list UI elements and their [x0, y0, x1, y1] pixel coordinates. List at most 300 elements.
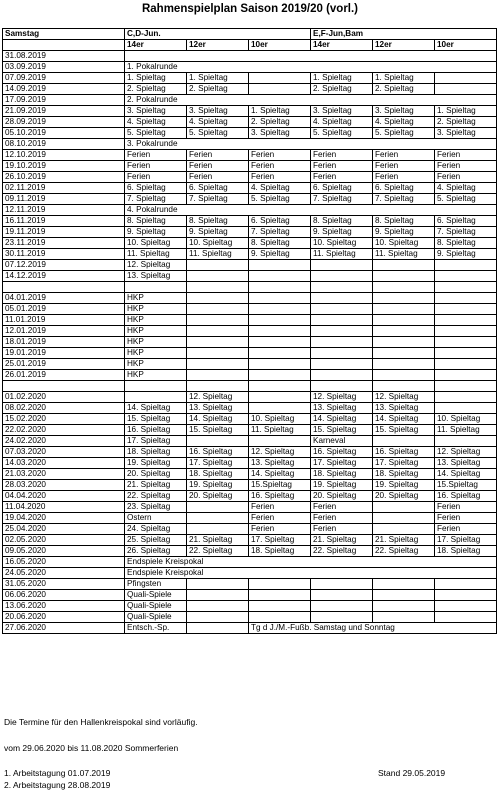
- schedule-cell: [249, 436, 311, 447]
- schedule-cell: 24. Spieltag: [125, 524, 187, 535]
- schedule-cell: [125, 51, 497, 62]
- schedule-cell: 6. Spieltag: [187, 183, 249, 194]
- schedule-cell: Karneval: [311, 436, 373, 447]
- schedule-cell: [187, 271, 249, 282]
- table-row: [3, 95, 497, 106]
- schedule-cell: HKP: [125, 370, 187, 381]
- schedule-cell: 15. Spieltag: [373, 425, 435, 436]
- schedule-cell: Quali-Spiele: [125, 590, 187, 601]
- schedule-cell: [249, 392, 311, 403]
- table-row: [3, 315, 497, 326]
- table-row: [3, 392, 497, 403]
- table-row: [3, 326, 497, 337]
- schedule-cell: 6. Spieltag: [125, 183, 187, 194]
- schedule-cell: 16. Spieltag: [249, 491, 311, 502]
- schedule-cell: Ostern: [125, 513, 187, 524]
- date-cell: 25.04.2020: [3, 524, 125, 535]
- table-row: [3, 491, 497, 502]
- schedule-cell: [187, 436, 249, 447]
- schedule-cell: 17. Spieltag: [373, 458, 435, 469]
- document-title: Rahmenspielplan Saison 2019/20 (vorl.): [141, 3, 359, 15]
- schedule-cell: Ferien: [125, 172, 187, 183]
- schedule-cell: 10. Spieltag: [435, 414, 497, 425]
- schedule-cell: [435, 337, 497, 348]
- schedule-cell: 3. Spieltag: [187, 106, 249, 117]
- schedule-cell: 13. Spieltag: [187, 403, 249, 414]
- date-cell: 02.11.2019: [3, 183, 125, 194]
- schedule-cell: 3. Spieltag: [373, 106, 435, 117]
- schedule-cell: [311, 260, 373, 271]
- schedule-cell: [187, 348, 249, 359]
- schedule-cell: [311, 271, 373, 282]
- schedule-table: [2, 28, 497, 634]
- schedule-cell: Ferien: [249, 161, 311, 172]
- schedule-cell: [373, 326, 435, 337]
- schedule-cell: [311, 612, 373, 623]
- date-cell: 14.12.2019: [3, 271, 125, 282]
- date-cell: 21.03.2020: [3, 469, 125, 480]
- schedule-cell: [311, 337, 373, 348]
- date-cell: 07.09.2019: [3, 73, 125, 84]
- table-row: [3, 106, 497, 117]
- schedule-cell: 2. Spieltag: [249, 117, 311, 128]
- date-cell: 14.09.2019: [3, 84, 125, 95]
- schedule-cell: [435, 73, 497, 84]
- schedule-cell: Ferien: [249, 172, 311, 183]
- schedule-cell: [435, 381, 497, 392]
- schedule-cell: [435, 392, 497, 403]
- schedule-cell: 14. Spieltag: [187, 414, 249, 425]
- schedule-cell: 18. Spieltag: [311, 469, 373, 480]
- schedule-cell: 6. Spieltag: [311, 183, 373, 194]
- schedule-cell: Ferien: [435, 150, 497, 161]
- schedule-cell: [187, 502, 249, 513]
- schedule-cell: Endspiele Kreispokal: [125, 568, 497, 579]
- table-row: [3, 249, 497, 260]
- schedule-cell: [249, 260, 311, 271]
- date-cell: 19.01.2019: [3, 348, 125, 359]
- schedule-cell: Quali-Spiele: [125, 601, 187, 612]
- header-cell-ef-junioren: E,F-Jun,Bam: [311, 29, 497, 40]
- schedule-cell: Ferien: [435, 172, 497, 183]
- schedule-cell: 13. Spieltag: [125, 271, 187, 282]
- table-row: [3, 436, 497, 447]
- schedule-cell: 2. Spieltag: [125, 84, 187, 95]
- table-row: [3, 546, 497, 557]
- schedule-cell: 7. Spieltag: [373, 194, 435, 205]
- schedule-cell: [435, 293, 497, 304]
- note-hallenkreispokal: Die Termine für den Hallenkreispokal sind vorläufig.: [4, 717, 198, 727]
- schedule-cell: 12. Spieltag: [435, 447, 497, 458]
- table-row: [3, 139, 497, 150]
- date-cell: 04.01.2019: [3, 293, 125, 304]
- schedule-cell: [249, 73, 311, 84]
- date-cell: 16.05.2020: [3, 557, 125, 568]
- table-row: [3, 601, 497, 612]
- schedule-cell: Ferien: [125, 150, 187, 161]
- schedule-cell: 12. Spieltag: [125, 260, 187, 271]
- schedule-cell: 8. Spieltag: [249, 238, 311, 249]
- schedule-cell: Ferien: [373, 172, 435, 183]
- date-cell: 23.11.2019: [3, 238, 125, 249]
- schedule-cell: 20. Spieltag: [373, 491, 435, 502]
- schedule-cell: [311, 304, 373, 315]
- schedule-cell: [249, 370, 311, 381]
- schedule-cell: Ferien: [249, 502, 311, 513]
- schedule-cell: 9. Spieltag: [125, 227, 187, 238]
- schedule-cell: 20. Spieltag: [311, 491, 373, 502]
- date-cell: 28.09.2019: [3, 117, 125, 128]
- schedule-cell: 10. Spieltag: [125, 238, 187, 249]
- schedule-cell: [187, 359, 249, 370]
- schedule-cell: [435, 370, 497, 381]
- date-cell: 31.08.2019: [3, 51, 125, 62]
- schedule-cell: [311, 579, 373, 590]
- date-cell: [3, 381, 125, 392]
- schedule-cell: 1. Spieltag: [125, 73, 187, 84]
- schedule-cell: [249, 293, 311, 304]
- schedule-cell: 4. Spieltag: [249, 183, 311, 194]
- table-row: [3, 612, 497, 623]
- table-row: [3, 150, 497, 161]
- table-row: [3, 359, 497, 370]
- schedule-cell: 2. Spieltag: [435, 117, 497, 128]
- schedule-cell: 3. Spieltag: [249, 128, 311, 139]
- date-cell: 31.05.2020: [3, 579, 125, 590]
- schedule-cell: Pfingsten: [125, 579, 187, 590]
- date-cell: 02.05.2020: [3, 535, 125, 546]
- schedule-cell: 17. Spieltag: [435, 535, 497, 546]
- schedule-cell: 5. Spieltag: [249, 194, 311, 205]
- schedule-cell: [373, 348, 435, 359]
- schedule-cell: 9. Spieltag: [249, 249, 311, 260]
- schedule-cell: [373, 315, 435, 326]
- schedule-cell: [435, 315, 497, 326]
- schedule-cell: [373, 271, 435, 282]
- date-cell: 17.09.2019: [3, 95, 125, 106]
- header-cell-cd-junioren: C,D-Jun.: [125, 29, 311, 40]
- schedule-cell: [435, 260, 497, 271]
- table-row: [3, 557, 497, 568]
- header-cell-size: 14er: [125, 40, 187, 51]
- date-cell: 26.01.2019: [3, 370, 125, 381]
- date-cell: 24.05.2020: [3, 568, 125, 579]
- schedule-cell: [435, 326, 497, 337]
- schedule-cell: 9. Spieltag: [435, 249, 497, 260]
- date-cell: [3, 282, 125, 293]
- schedule-cell: [435, 348, 497, 359]
- date-cell: 09.11.2019: [3, 194, 125, 205]
- schedule-cell: 21. Spieltag: [125, 480, 187, 491]
- schedule-cell: [311, 590, 373, 601]
- schedule-cell: 15.Spieltag: [249, 480, 311, 491]
- schedule-cell: [187, 513, 249, 524]
- schedule-cell: 16. Spieltag: [187, 447, 249, 458]
- schedule-cell: [311, 348, 373, 359]
- schedule-cell: [249, 612, 311, 623]
- date-cell: 20.06.2020: [3, 612, 125, 623]
- schedule-cell: [187, 590, 249, 601]
- schedule-cell: [435, 601, 497, 612]
- schedule-cell: [373, 381, 435, 392]
- schedule-cell: 9. Spieltag: [311, 227, 373, 238]
- schedule-cell: Ferien: [249, 513, 311, 524]
- schedule-cell: HKP: [125, 348, 187, 359]
- table-row: [3, 590, 497, 601]
- schedule-cell: 11. Spieltag: [373, 249, 435, 260]
- date-cell: 12.10.2019: [3, 150, 125, 161]
- schedule-cell: 11. Spieltag: [187, 249, 249, 260]
- table-row: [3, 293, 497, 304]
- schedule-cell: 4. Spieltag: [311, 117, 373, 128]
- schedule-table-body: [3, 29, 497, 634]
- date-cell: 05.01.2019: [3, 304, 125, 315]
- schedule-cell: 21. Spieltag: [373, 535, 435, 546]
- date-cell: 26.10.2019: [3, 172, 125, 183]
- date-cell: 11.01.2019: [3, 315, 125, 326]
- schedule-cell: [187, 623, 249, 634]
- table-row: [3, 227, 497, 238]
- table-row: [3, 73, 497, 84]
- schedule-cell: [249, 304, 311, 315]
- schedule-cell: [373, 513, 435, 524]
- schedule-cell: [249, 84, 311, 95]
- schedule-cell: 15. Spieltag: [311, 425, 373, 436]
- schedule-cell: Ferien: [373, 150, 435, 161]
- schedule-cell: 6. Spieltag: [373, 183, 435, 194]
- schedule-cell: [435, 304, 497, 315]
- date-cell: 09.05.2020: [3, 546, 125, 557]
- schedule-cell: Ferien: [187, 172, 249, 183]
- schedule-cell: HKP: [125, 304, 187, 315]
- schedule-cell: [311, 315, 373, 326]
- schedule-cell: [311, 326, 373, 337]
- note-stand: Stand 29.05.2019: [378, 768, 446, 778]
- table-row: [3, 51, 497, 62]
- table-row: [3, 623, 497, 634]
- table-row: [3, 216, 497, 227]
- schedule-cell: [373, 293, 435, 304]
- schedule-cell: 22. Spieltag: [187, 546, 249, 557]
- schedule-cell: 21. Spieltag: [187, 535, 249, 546]
- header-cell-size: 12er: [187, 40, 249, 51]
- date-cell: 07.12.2019: [3, 260, 125, 271]
- schedule-cell: 5. Spieltag: [311, 128, 373, 139]
- schedule-cell: 6. Spieltag: [249, 216, 311, 227]
- schedule-cell: [249, 337, 311, 348]
- table-row: [3, 513, 497, 524]
- schedule-cell: Ferien: [249, 150, 311, 161]
- schedule-cell: 9. Spieltag: [373, 227, 435, 238]
- schedule-cell: 3. Spieltag: [311, 106, 373, 117]
- schedule-cell: HKP: [125, 326, 187, 337]
- schedule-cell: 5. Spieltag: [187, 128, 249, 139]
- date-cell: 19.11.2019: [3, 227, 125, 238]
- schedule-cell: [373, 590, 435, 601]
- table-row: [3, 568, 497, 579]
- schedule-cell: 19. Spieltag: [373, 480, 435, 491]
- schedule-cell: 17. Spieltag: [311, 458, 373, 469]
- table-row: [3, 381, 497, 392]
- date-cell: 03.09.2019: [3, 62, 125, 73]
- schedule-cell: 8. Spieltag: [125, 216, 187, 227]
- table-row: [3, 524, 497, 535]
- table-row: [3, 337, 497, 348]
- schedule-cell: Ferien: [435, 161, 497, 172]
- schedule-cell: [125, 282, 187, 293]
- schedule-cell: 22. Spieltag: [125, 491, 187, 502]
- schedule-cell: [249, 590, 311, 601]
- schedule-cell: [187, 601, 249, 612]
- schedule-cell: 19. Spieltag: [187, 480, 249, 491]
- schedule-cell: [187, 612, 249, 623]
- schedule-cell: [187, 337, 249, 348]
- schedule-cell: 8. Spieltag: [311, 216, 373, 227]
- schedule-cell: 15.Spieltag: [435, 480, 497, 491]
- schedule-cell: 19. Spieltag: [125, 458, 187, 469]
- schedule-cell: 4. Spieltag: [373, 117, 435, 128]
- date-cell: 24.02.2020: [3, 436, 125, 447]
- table-row: [3, 348, 497, 359]
- header-cell-size: 12er: [373, 40, 435, 51]
- date-cell: 22.02.2020: [3, 425, 125, 436]
- table-row: [3, 117, 497, 128]
- schedule-cell: [249, 579, 311, 590]
- schedule-cell: [373, 579, 435, 590]
- schedule-cell: 1. Spieltag: [373, 73, 435, 84]
- date-cell: 05.10.2019: [3, 128, 125, 139]
- table-row: [3, 469, 497, 480]
- schedule-cell: Ferien: [311, 502, 373, 513]
- table-row: [3, 447, 497, 458]
- schedule-cell: [249, 315, 311, 326]
- schedule-cell: 10. Spieltag: [311, 238, 373, 249]
- schedule-cell: [373, 436, 435, 447]
- schedule-cell: [435, 271, 497, 282]
- schedule-cell: 16. Spieltag: [125, 425, 187, 436]
- table-row: [3, 458, 497, 469]
- schedule-cell: [249, 271, 311, 282]
- schedule-cell: 6. Spieltag: [435, 216, 497, 227]
- table-row: [3, 425, 497, 436]
- schedule-cell: [373, 282, 435, 293]
- schedule-cell: 8. Spieltag: [187, 216, 249, 227]
- table-row: [3, 183, 497, 194]
- schedule-cell: 17. Spieltag: [249, 535, 311, 546]
- schedule-cell: 9. Spieltag: [187, 227, 249, 238]
- schedule-cell: 11. Spieltag: [249, 425, 311, 436]
- schedule-cell: 16. Spieltag: [311, 447, 373, 458]
- schedule-cell: 7. Spieltag: [249, 227, 311, 238]
- schedule-cell: Ferien: [311, 150, 373, 161]
- schedule-cell: Ferien: [187, 150, 249, 161]
- schedule-cell: 1. Spieltag: [435, 106, 497, 117]
- date-cell: 18.01.2019: [3, 337, 125, 348]
- schedule-cell: 12. Spieltag: [249, 447, 311, 458]
- table-row: [3, 260, 497, 271]
- date-cell: 12.11.2019: [3, 205, 125, 216]
- schedule-cell: Ferien: [249, 524, 311, 535]
- date-cell: 19.04.2020: [3, 513, 125, 524]
- schedule-cell: 18. Spieltag: [187, 469, 249, 480]
- schedule-cell: [373, 260, 435, 271]
- schedule-cell: 4. Spieltag: [125, 117, 187, 128]
- schedule-cell: 5. Spieltag: [373, 128, 435, 139]
- schedule-cell: Ferien: [311, 513, 373, 524]
- schedule-cell: [311, 601, 373, 612]
- schedule-cell: Ferien: [311, 161, 373, 172]
- header-cell-samstag: Samstag: [3, 29, 125, 40]
- schedule-cell: 12. Spieltag: [311, 392, 373, 403]
- schedule-cell: [435, 359, 497, 370]
- schedule-cell: [373, 359, 435, 370]
- schedule-cell: 12. Spieltag: [373, 392, 435, 403]
- schedule-cell: [435, 436, 497, 447]
- schedule-cell: 12. Spieltag: [187, 392, 249, 403]
- schedule-cell: [187, 370, 249, 381]
- schedule-cell: 3. Pokalrunde: [125, 139, 497, 150]
- schedule-cell: 3. Spieltag: [125, 106, 187, 117]
- date-cell: 06.06.2020: [3, 590, 125, 601]
- schedule-cell: 13. Spieltag: [311, 403, 373, 414]
- date-cell: 08.02.2020: [3, 403, 125, 414]
- schedule-cell: [249, 348, 311, 359]
- schedule-cell: 14. Spieltag: [373, 414, 435, 425]
- schedule-cell: 17. Spieltag: [125, 436, 187, 447]
- schedule-cell: 22. Spieltag: [311, 546, 373, 557]
- schedule-cell: 20. Spieltag: [125, 469, 187, 480]
- schedule-cell: 14. Spieltag: [249, 469, 311, 480]
- schedule-cell: 13. Spieltag: [373, 403, 435, 414]
- schedule-cell: 4. Pokalrunde: [125, 205, 497, 216]
- table-row: [3, 194, 497, 205]
- schedule-cell: HKP: [125, 359, 187, 370]
- header-row-groups: [3, 29, 497, 40]
- schedule-cell: 2. Spieltag: [373, 84, 435, 95]
- date-cell: 28.03.2020: [3, 480, 125, 491]
- schedule-cell: [125, 392, 187, 403]
- schedule-cell: [435, 590, 497, 601]
- table-row: [3, 304, 497, 315]
- schedule-cell: 3. Spieltag: [435, 128, 497, 139]
- schedule-cell: Endspiele Kreispokal: [125, 557, 497, 568]
- note-arbeitstagung-2: 2. Arbeitstagung 28.08.2019: [4, 780, 111, 790]
- schedule-cell: [373, 612, 435, 623]
- schedule-cell: [249, 403, 311, 414]
- schedule-cell: [373, 337, 435, 348]
- schedule-cell: Quali-Spiele: [125, 612, 187, 623]
- header-cell-size: 14er: [311, 40, 373, 51]
- schedule-cell: 5. Spieltag: [125, 128, 187, 139]
- schedule-cell: 8. Spieltag: [435, 238, 497, 249]
- schedule-cell: 18. Spieltag: [125, 447, 187, 458]
- schedule-cell: Tg d J./M.-Fußb. Samstag und Sonntag: [249, 623, 497, 634]
- header-cell-size: 10er: [249, 40, 311, 51]
- date-cell: 16.11.2019: [3, 216, 125, 227]
- schedule-cell: Ferien: [435, 513, 497, 524]
- schedule-cell: Ferien: [187, 161, 249, 172]
- date-cell: 19.10.2019: [3, 161, 125, 172]
- schedule-cell: 10. Spieltag: [187, 238, 249, 249]
- date-cell: 12.01.2019: [3, 326, 125, 337]
- note-sommerferien: vom 29.06.2020 bis 11.08.2020 Sommerferien: [4, 743, 179, 753]
- schedule-cell: 7. Spieltag: [187, 194, 249, 205]
- table-row: [3, 535, 497, 546]
- schedule-cell: Ferien: [311, 524, 373, 535]
- schedule-cell: 10. Spieltag: [373, 238, 435, 249]
- schedule-cell: 14. Spieltag: [125, 403, 187, 414]
- schedule-cell: Ferien: [435, 524, 497, 535]
